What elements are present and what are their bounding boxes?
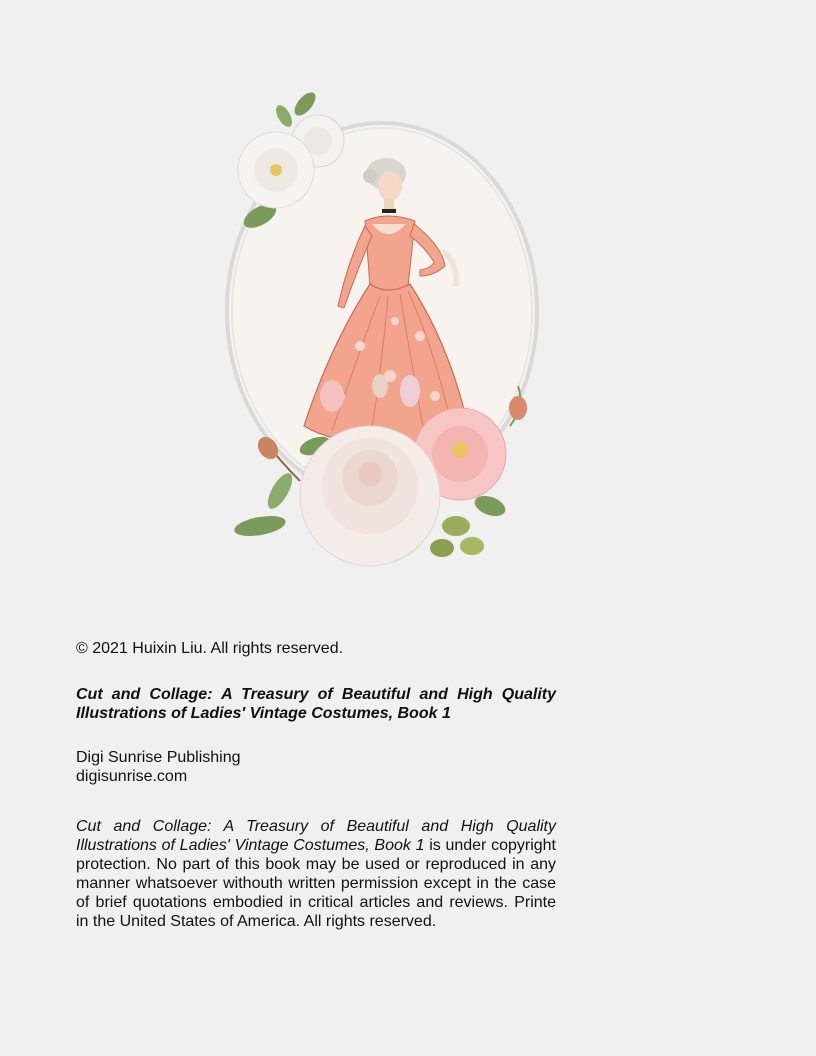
legal-line-2 [76, 836, 556, 855]
legal-line-5: of brief quotations embodied in critical articles and reviews. Printe [76, 894, 556, 911]
book-title [76, 685, 556, 723]
legal-line-2-rest: is under copyright [424, 837, 557, 854]
publisher-info [76, 748, 556, 786]
legal-line-3: protection. No part of this book may be used or reproduced in any [76, 856, 556, 873]
legal-line-6: in the United States of America. All rights reserved. [76, 913, 437, 930]
book-title-line-2: Illustrations of Ladies' Vintage Costumes, Book 1 [76, 705, 451, 722]
legal-title-line-2: Illustrations of Ladies' Vintage Costumes, Book 1 [76, 837, 425, 854]
publisher-website: digisunrise.com [76, 768, 188, 785]
copyright-notice: © 2021 Huixin Liu. All rights reserved. [76, 640, 344, 657]
legal-title-line-1: Cut and Collage: A Treasury of Beautiful and High Quality [76, 818, 556, 835]
book-title-line-1: Cut and Collage: A Treasury of Beautiful and High Quality [76, 686, 556, 703]
publisher-name: Digi Sunrise Publishing [76, 749, 241, 766]
legal-notice [76, 817, 556, 931]
legal-line-4: manner whatsoever withouth written permission except in the case [76, 875, 556, 892]
cover-illustration [220, 86, 550, 578]
lady-floral-frame-illustration [220, 86, 550, 578]
